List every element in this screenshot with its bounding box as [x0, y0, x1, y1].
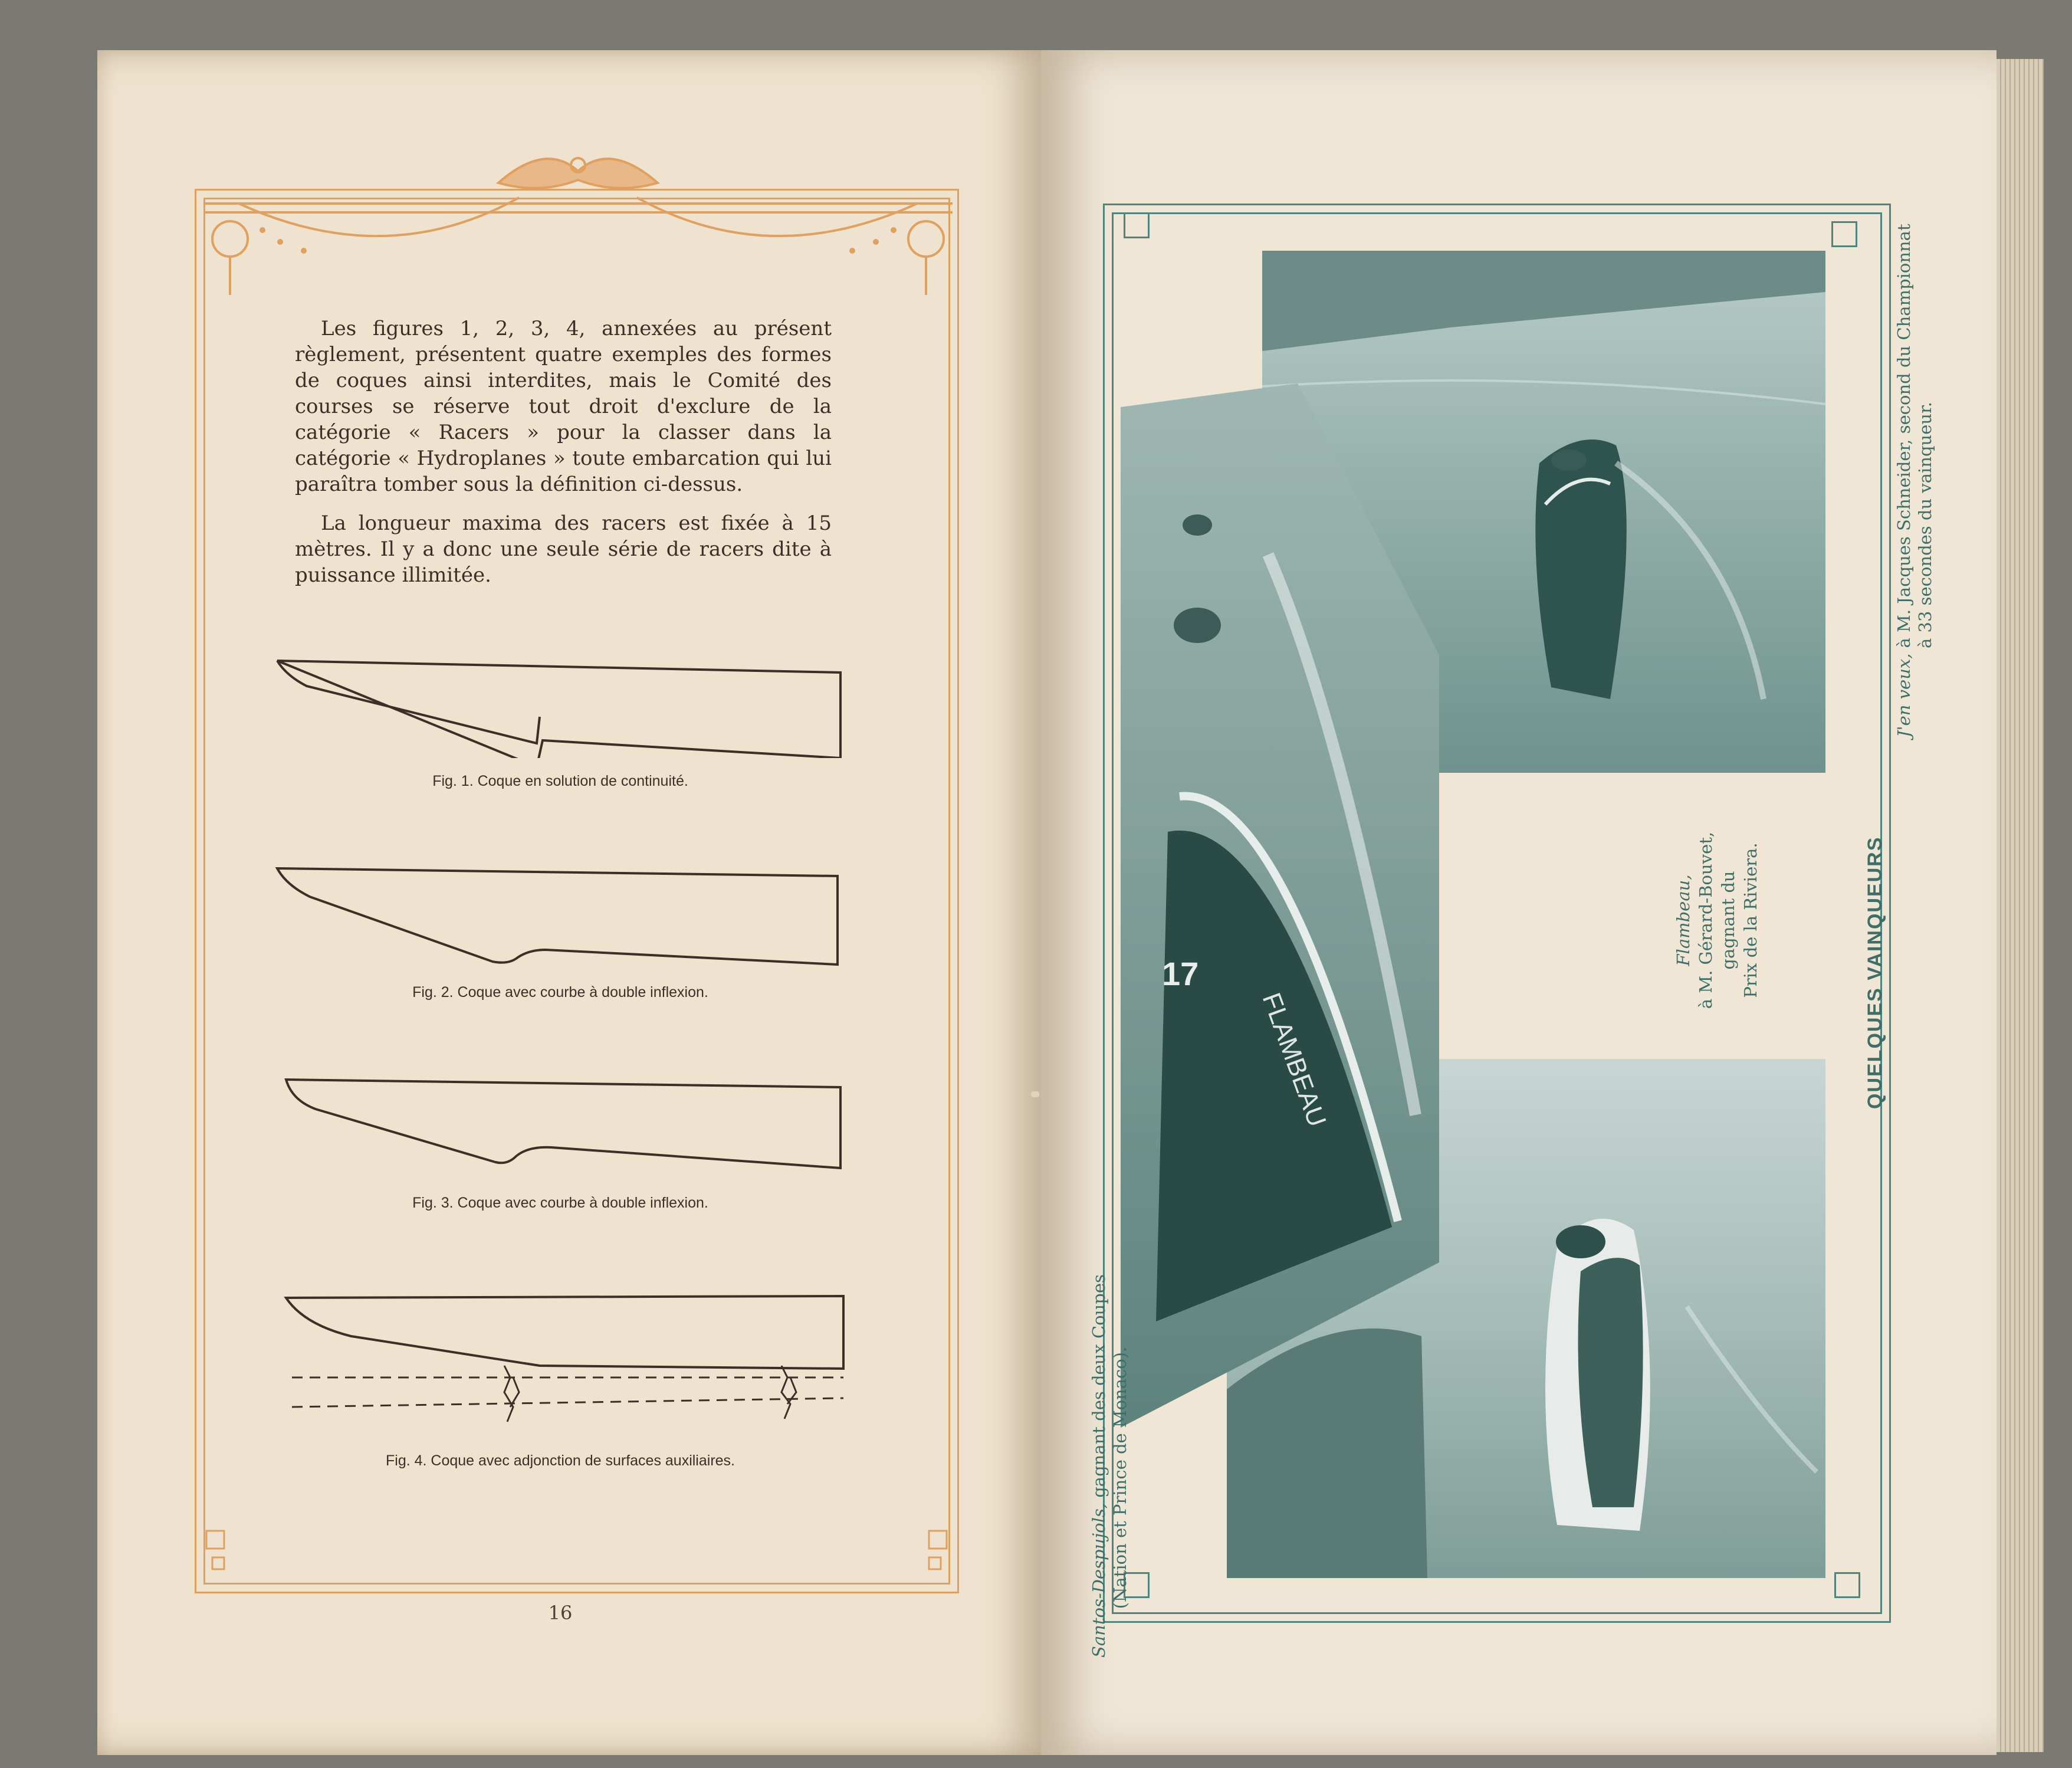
- frame-corner-ornament: [1834, 1572, 1860, 1598]
- caption-flambeau-line-2: à M. Gérard-Bouvet,: [1696, 831, 1716, 1009]
- frame-corner-ornament: [1124, 212, 1150, 238]
- caption-jen-veux-text: à M. Jacques Schneider, second du Championnat: [1894, 224, 1914, 654]
- caption-flambeau-line-3: gagnant du: [1718, 871, 1738, 970]
- caption-santos-despujols-text: gagnant des deux Coupes: [1089, 1274, 1109, 1503]
- caption-santos-despujols-name: Santos-Despujols,: [1089, 1503, 1109, 1658]
- figure-2-caption: Fig. 2. Coque avec courbe à double inflexion.: [412, 984, 708, 1001]
- figure-3-hull-diagram: [268, 1077, 852, 1171]
- regulation-paragraph-2: La longueur maxima des racers est fixée à 15 mètres. Il y a donc une seule série de racers dite à puissance illimitée.: [295, 511, 832, 587]
- frame-bottom-ornament: [203, 1528, 950, 1581]
- caption-santos-despujols-line-2: (Nation et Prince de Monaco).: [1110, 1346, 1130, 1609]
- page-number: 16: [548, 1602, 573, 1624]
- caption-jen-veux-line-2: à 33 secondes du vainqueur.: [1915, 402, 1935, 648]
- binding-stitch: [1031, 1091, 1039, 1097]
- figure-3-caption: Fig. 3. Coque avec courbe à double inflexion.: [412, 1195, 708, 1211]
- figure-1-caption: Fig. 1. Coque en solution de continuité.: [432, 773, 688, 789]
- boat-lettering: FLAMBEAU: [1256, 989, 1332, 1131]
- caption-jen-veux-name: J'en veux,: [1894, 653, 1914, 737]
- boat-number: 17: [1162, 955, 1199, 992]
- frame-corner-ornament: [1831, 221, 1857, 247]
- regulation-text: [295, 316, 832, 601]
- caption-santos-despujols: [1088, 1274, 1131, 1658]
- figure-2-hull-diagram: [268, 861, 852, 973]
- figure-4-hull-diagram: [268, 1289, 852, 1431]
- figure-1-hull-diagram: [268, 652, 852, 758]
- figure-4-caption: Fig. 4. Coque avec adjonction de surfaces auxiliaires.: [386, 1452, 735, 1469]
- caption-jen-veux: [1893, 224, 1936, 737]
- caption-flambeau-line-1: Flambeau,: [1673, 874, 1693, 966]
- regulation-paragraph-1: Les figures 1, 2, 3, 4, annexées au présent règlement, présentent quatre exemples des formes de coques ainsi interdites, mais le Comité des courses se réserve tout droit d'exclure de la catégorie « Racers » pour la classer dans la catégorie « Hydroplanes » toute embarcation qui lui paraîtra tomber sous la définition ci-dessus.: [295, 317, 832, 496]
- section-heading: QUELQUES VAINQUEURS: [1864, 836, 1886, 1109]
- caption-flambeau: [1672, 820, 1762, 1021]
- photo-flambeau-boat: [1121, 348, 1439, 1428]
- caption-flambeau-line-4: Prix de la Riviera.: [1741, 842, 1761, 998]
- page-edges: [1997, 59, 2044, 1752]
